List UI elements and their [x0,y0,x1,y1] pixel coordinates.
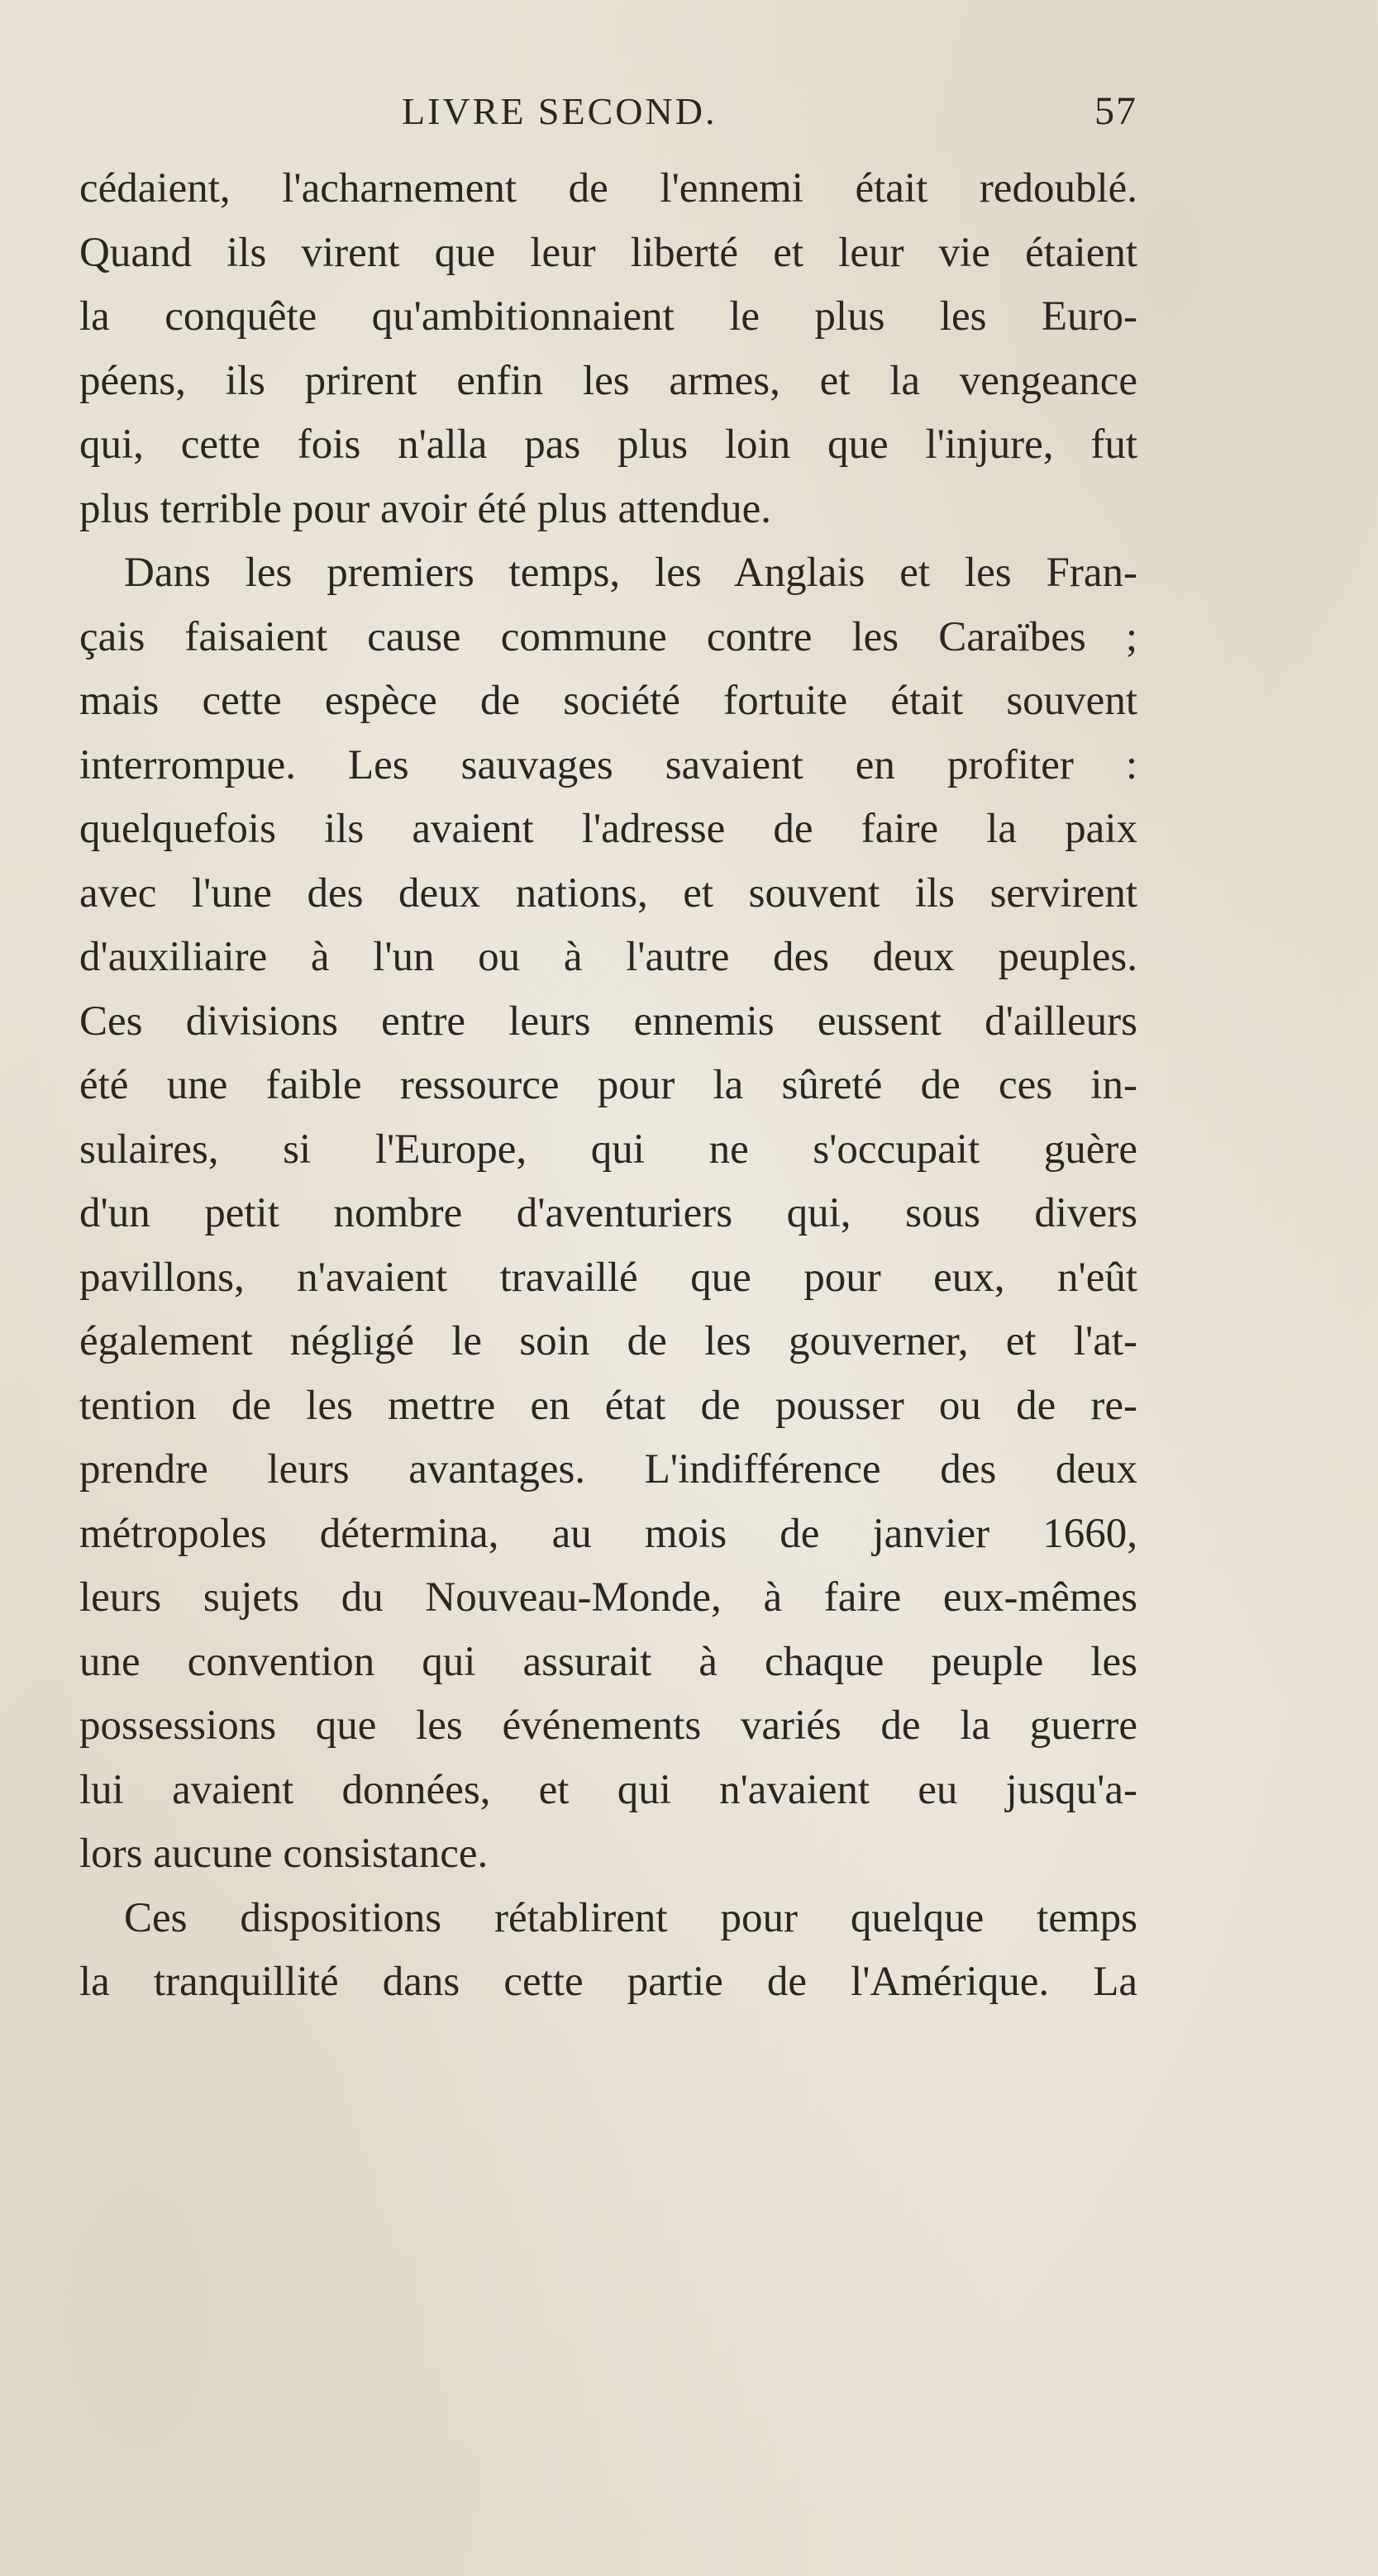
text-line: sulaires, si l'Europe, qui ne s'occupait guère [79,1126,1137,1173]
text-line: la tranquillité dans cette partie de l'Amérique. La [79,1959,1137,2005]
text-line: pavillons, n'avaient travaillé que pour eux, n'eût [79,1254,1137,1301]
text-line: été une faible ressource pour la sûreté de ces in- [79,1062,1137,1108]
text-line: Dans les premiers temps, les Anglais et les Fran- [124,550,1137,596]
text-line: Ces dispositions rétablirent pour quelque temps [124,1894,1137,1941]
text-line: d'auxiliaire à l'un ou à l'autre des deux peuples. [79,934,1137,980]
text-line: interrompue. Les sauvages savaient en profiter : [79,741,1137,788]
text-line: avec l'une des deux nations, et souvent ils servirent [79,869,1137,917]
text-line: qui, cette fois n'alla pas plus loin que l'injure, fut [79,421,1137,468]
page-number: 57 [1094,89,1137,133]
text-line: quelquefois ils avaient l'adresse de faire la paix [79,806,1137,852]
text-line: péens, ils prirent enfin les armes, et la vengeance [79,357,1137,404]
text-line: plus terrible pour avoir été plus attendue. [79,485,771,532]
text-line: çais faisaient cause commune contre les Caraïbes ; [79,613,1137,660]
text-line: prendre leurs avantages. L'indifférence des deux [79,1446,1137,1493]
text-line: cédaient, l'acharnement de l'ennemi était redoublé. [79,165,1137,212]
text-line: lors aucune consistance. [79,1831,489,1877]
running-title: LIVRE SECOND. [402,90,718,132]
running-head [79,83,1137,140]
text-line: lui avaient données, et qui n'avaient eu jusqu'a- [79,1766,1137,1813]
text-line: une convention qui assurait à chaque peuple les [79,1638,1137,1685]
text-line: mais cette espèce de société fortuite était souvent [79,678,1137,724]
text-line: la conquête qu'ambitionnaient le plus les Euro- [79,293,1137,340]
text-line: métropoles détermina, au mois de janvier 1660, [79,1510,1137,1557]
text-line: Ces divisions entre leurs ennemis eussent d'ailleurs [79,998,1137,1045]
body-text [79,157,1137,2015]
text-line: leurs sujets du Nouveau-Monde, à faire eux-mêmes [79,1574,1137,1621]
text-line: d'un petit nombre d'aventuriers qui, sous divers [79,1190,1137,1236]
text-line: tention de les mettre en état de pousser ou de re- [79,1382,1137,1429]
text-line: Quand ils virent que leur liberté et leur vie étaient [79,229,1137,276]
text-line: également négligé le soin de les gouverner, et l'at- [79,1318,1137,1364]
text-line: possessions que les événements variés de la guerre [79,1702,1137,1749]
